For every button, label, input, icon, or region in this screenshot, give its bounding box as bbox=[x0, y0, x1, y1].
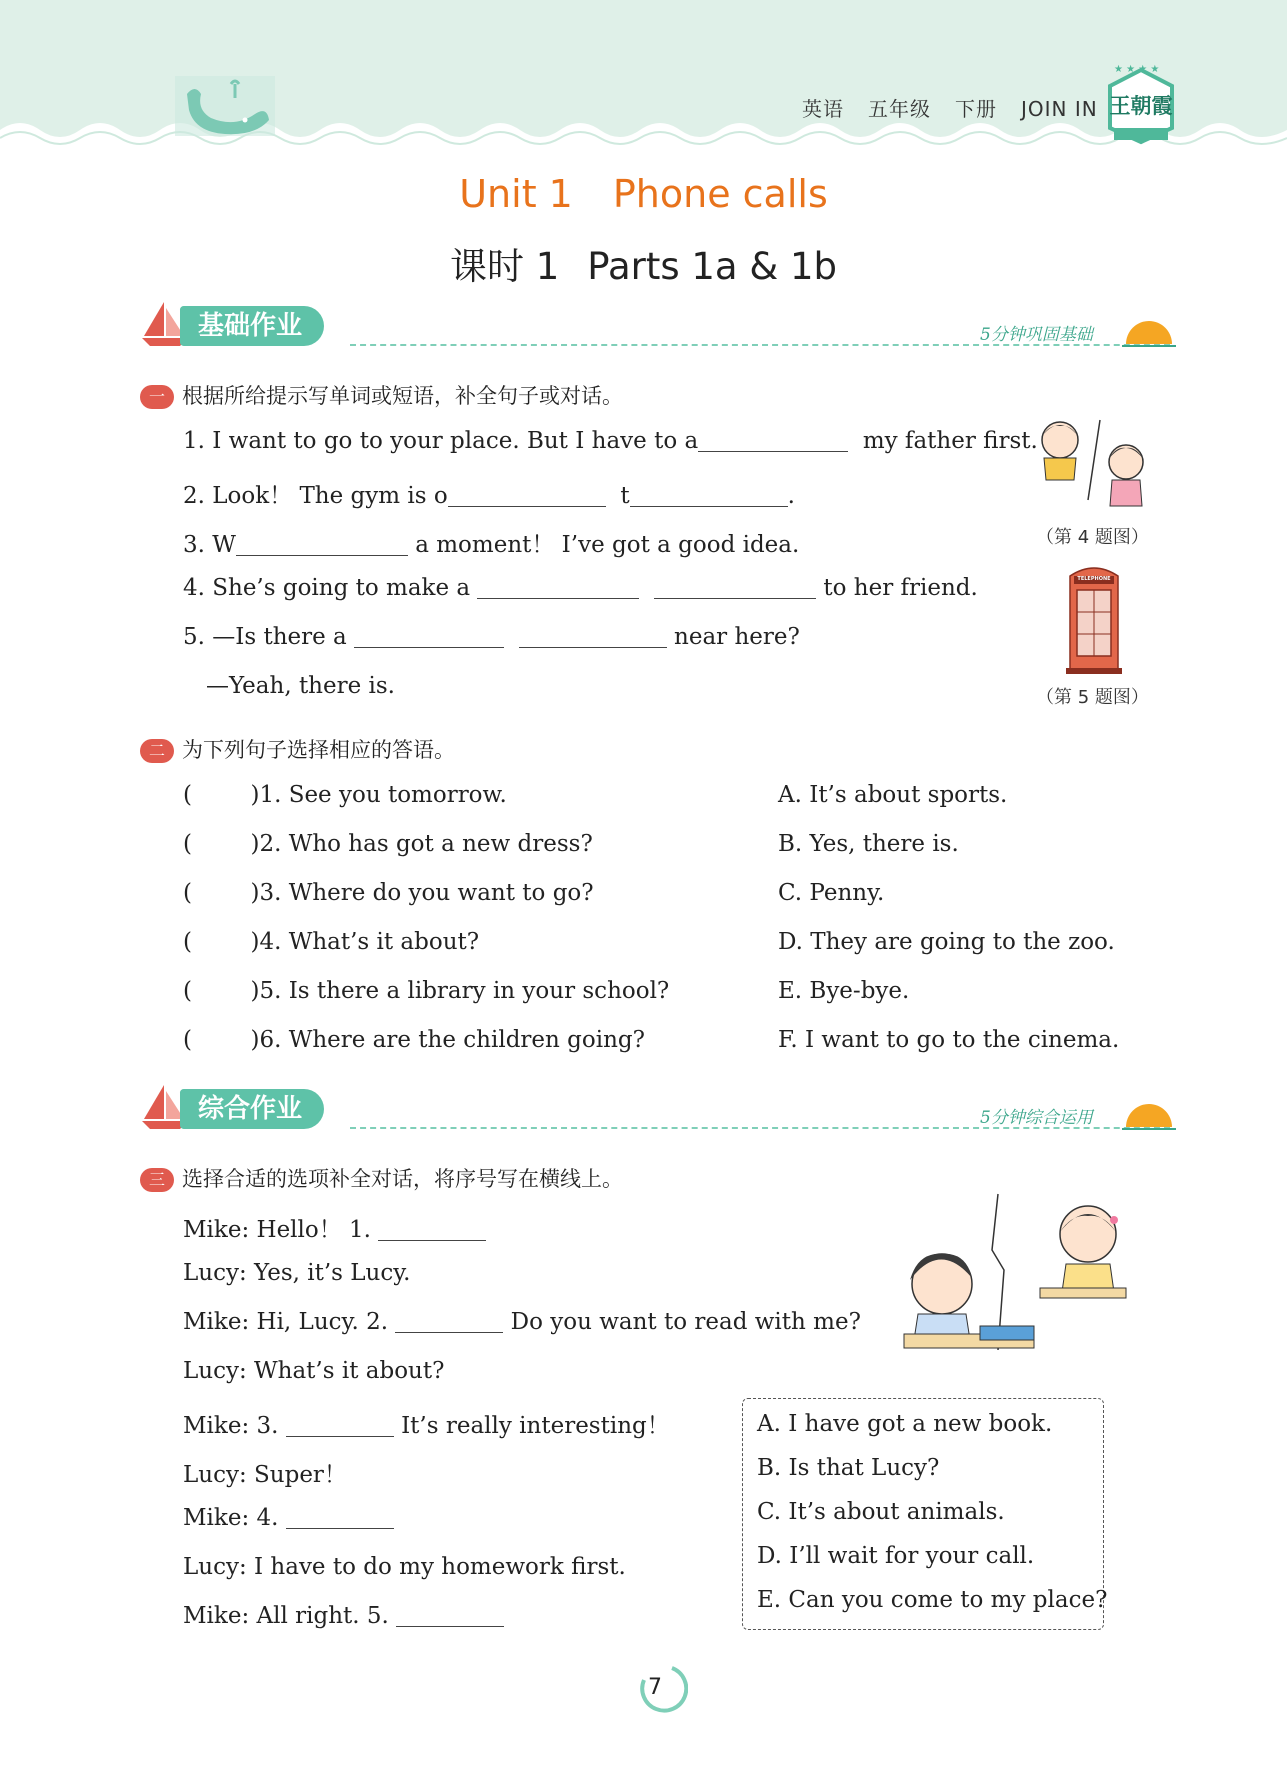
dialogue-blank-1[interactable] bbox=[378, 1220, 486, 1241]
option-e: E. Can you come to my place? bbox=[757, 1587, 1108, 1613]
dialogue-blank-2[interactable] bbox=[395, 1312, 503, 1333]
q1-2-text-c: . bbox=[787, 483, 795, 509]
q1-5-blank-2[interactable] bbox=[519, 627, 667, 648]
unit-number: Unit 1 bbox=[459, 172, 573, 216]
dialogue-text: Mike: All right. 5. bbox=[183, 1603, 389, 1629]
q1-number: 一 bbox=[140, 385, 174, 409]
q2-question-text: 3. Where do you want to go? bbox=[259, 880, 594, 906]
sunset-icon bbox=[1122, 312, 1176, 352]
q1-1-text-a: 1. I want to go to your place. But I have to a bbox=[183, 428, 699, 454]
brand-logo bbox=[1100, 58, 1182, 146]
q1-line-5-reply: —Yeah, there is. bbox=[206, 673, 395, 699]
options-box bbox=[742, 1398, 1108, 1630]
dialogue-text: Mike: Hello！ 1. bbox=[183, 1217, 371, 1243]
q1-3-text-a: 3. W bbox=[183, 532, 236, 558]
q1-2-blank-1[interactable] bbox=[448, 486, 606, 507]
page-number: 7 bbox=[648, 1675, 662, 1700]
q1-4-blank-2[interactable] bbox=[654, 578, 816, 599]
q3-instruction: 选择合适的选项补全对话，将序号写在横线上。 bbox=[182, 1167, 623, 1191]
q1-heading bbox=[140, 380, 623, 410]
q2-answer-f: F. I want to go to the cinema. bbox=[778, 1027, 1120, 1053]
dialogue-blank-5[interactable] bbox=[396, 1606, 504, 1627]
q1-5-text-b: near here? bbox=[674, 624, 800, 650]
q2-question-5 bbox=[183, 978, 669, 1004]
dialogue-line-6: Lucy: Super！ bbox=[183, 1462, 347, 1488]
q1-4-text-a: 4. She’s going to make a bbox=[183, 575, 471, 601]
q1-4-blank-1[interactable] bbox=[477, 578, 639, 599]
dialogue-text: Do you want to read with me? bbox=[510, 1309, 861, 1335]
q1-4-text-b: to her friend. bbox=[823, 575, 978, 601]
q2-number: 二 bbox=[140, 739, 174, 763]
dialogue-text: Mike: 3. bbox=[183, 1413, 279, 1439]
term: 下册 bbox=[955, 97, 997, 121]
phone-booth-label: TELEPHONE bbox=[1077, 576, 1111, 582]
q1-1-blank[interactable] bbox=[698, 431, 848, 452]
q1-2-blank-2[interactable] bbox=[630, 486, 788, 507]
section-basic-tip: 5分钟巩固基础 bbox=[980, 325, 1093, 345]
dialogue-line-9 bbox=[183, 1603, 504, 1629]
q1-line-3 bbox=[183, 526, 799, 559]
q1-line-2 bbox=[183, 477, 795, 510]
q2-answer-slot[interactable]: ( ) bbox=[183, 978, 260, 1004]
header-meta bbox=[802, 93, 1122, 122]
q2-answer-b: B. Yes, there is. bbox=[778, 831, 959, 857]
q2-heading bbox=[140, 734, 455, 764]
phone-call-kids-illustration bbox=[1030, 410, 1150, 510]
q1-5-text-a: 5. —Is there a bbox=[183, 624, 347, 650]
section-basic-label: 基础作业 bbox=[180, 306, 324, 346]
q2-answer-c: C. Penny. bbox=[778, 880, 885, 906]
option-c: C. It’s about animals. bbox=[757, 1499, 1005, 1525]
q2-answer-slot[interactable]: ( ) bbox=[183, 880, 260, 906]
q1-instruction: 根据所给提示写单词或短语，补全句子或对话。 bbox=[182, 384, 623, 408]
q2-question-4 bbox=[183, 929, 479, 955]
q2-answer-slot[interactable]: ( ) bbox=[183, 929, 260, 955]
dialogue-line-8: Lucy: I have to do my homework first. bbox=[183, 1554, 626, 1580]
lesson-number: 课时 1 bbox=[449, 245, 560, 288]
section-comprehensive-tip: 5分钟综合运用 bbox=[980, 1108, 1093, 1128]
q2-question-text: 4. What’s it about? bbox=[259, 929, 480, 955]
q1-1-text-b: my father first. bbox=[862, 428, 1038, 454]
q1-caption-5: （第 5 题图） bbox=[1036, 687, 1149, 708]
q1-line-5 bbox=[183, 624, 800, 650]
whale-icon bbox=[175, 76, 275, 136]
q1-3-blank[interactable] bbox=[236, 535, 408, 556]
dialogue-line-2: Lucy: Yes, it’s Lucy. bbox=[183, 1260, 411, 1286]
q2-answer-slot[interactable]: ( ) bbox=[183, 1027, 260, 1053]
dialogue-blank-4[interactable] bbox=[286, 1508, 394, 1529]
q2-answer-a: A. It’s about sports. bbox=[778, 782, 1008, 808]
q2-question-3 bbox=[183, 880, 594, 906]
q1-line-4 bbox=[183, 575, 978, 601]
phone-conversation-illustration bbox=[900, 1190, 1130, 1360]
unit-name: Phone calls bbox=[612, 172, 828, 216]
dialogue-line-5 bbox=[183, 1407, 670, 1440]
q2-answer-e: E. Bye-bye. bbox=[778, 978, 910, 1004]
svg-text:★ ★ ★ ★: ★ ★ ★ ★ bbox=[1114, 64, 1160, 75]
subject: 英语 bbox=[802, 97, 844, 121]
dialogue-line-3 bbox=[183, 1309, 861, 1335]
q2-question-text: 6. Where are the children going? bbox=[259, 1027, 645, 1053]
grade: 五年级 bbox=[868, 97, 931, 121]
q1-5-blank-1[interactable] bbox=[354, 627, 504, 648]
option-d: D. I’ll wait for your call. bbox=[757, 1543, 1035, 1569]
q1-caption-4: （第 4 题图） bbox=[1036, 527, 1149, 548]
lesson-parts: Parts 1a & 1b bbox=[587, 245, 837, 288]
lesson-title bbox=[0, 236, 1287, 290]
q1-2-text-a: 2. Look！ The gym is o bbox=[183, 483, 448, 509]
dialogue-line-4: Lucy: What’s it about? bbox=[183, 1358, 445, 1384]
dialogue-blank-3[interactable] bbox=[286, 1416, 394, 1437]
q2-question-text: 2. Who has got a new dress? bbox=[259, 831, 593, 857]
dialogue-line-1 bbox=[183, 1211, 486, 1244]
dialogue-line-7 bbox=[183, 1505, 394, 1531]
edition: JOIN IN bbox=[1021, 97, 1098, 121]
unit-title bbox=[0, 172, 1287, 216]
q2-answer-slot[interactable]: ( ) bbox=[183, 831, 260, 857]
q1-line-1 bbox=[183, 428, 1038, 454]
option-a: A. I have got a new book. bbox=[757, 1411, 1053, 1437]
q2-instruction: 为下列句子选择相应的答语。 bbox=[182, 738, 455, 762]
dialogue-text: Mike: Hi, Lucy. 2. bbox=[183, 1309, 389, 1335]
q2-answer-d: D. They are going to the zoo. bbox=[778, 929, 1115, 955]
q2-answer-slot[interactable]: ( ) bbox=[183, 782, 260, 808]
dialogue-text: Mike: 4. bbox=[183, 1505, 279, 1531]
dialogue-text: It’s really interesting！ bbox=[401, 1413, 670, 1439]
q2-question-text: 5. Is there a library in your school? bbox=[259, 978, 670, 1004]
q2-question-text: 1. See you tomorrow. bbox=[259, 782, 507, 808]
q2-question-2 bbox=[183, 831, 593, 857]
option-b: B. Is that Lucy? bbox=[757, 1455, 940, 1481]
sunset-icon bbox=[1122, 1095, 1176, 1135]
q2-question-1 bbox=[183, 782, 507, 808]
q3-number: 三 bbox=[140, 1168, 174, 1192]
q2-question-6 bbox=[183, 1027, 645, 1053]
q1-3-text-b: a moment！ I’ve got a good idea. bbox=[415, 532, 800, 558]
section-comprehensive-label: 综合作业 bbox=[180, 1089, 324, 1129]
brand-name: 王朝霞 bbox=[1109, 93, 1173, 118]
q3-heading bbox=[140, 1163, 623, 1193]
q1-2-text-b: t bbox=[620, 483, 630, 509]
